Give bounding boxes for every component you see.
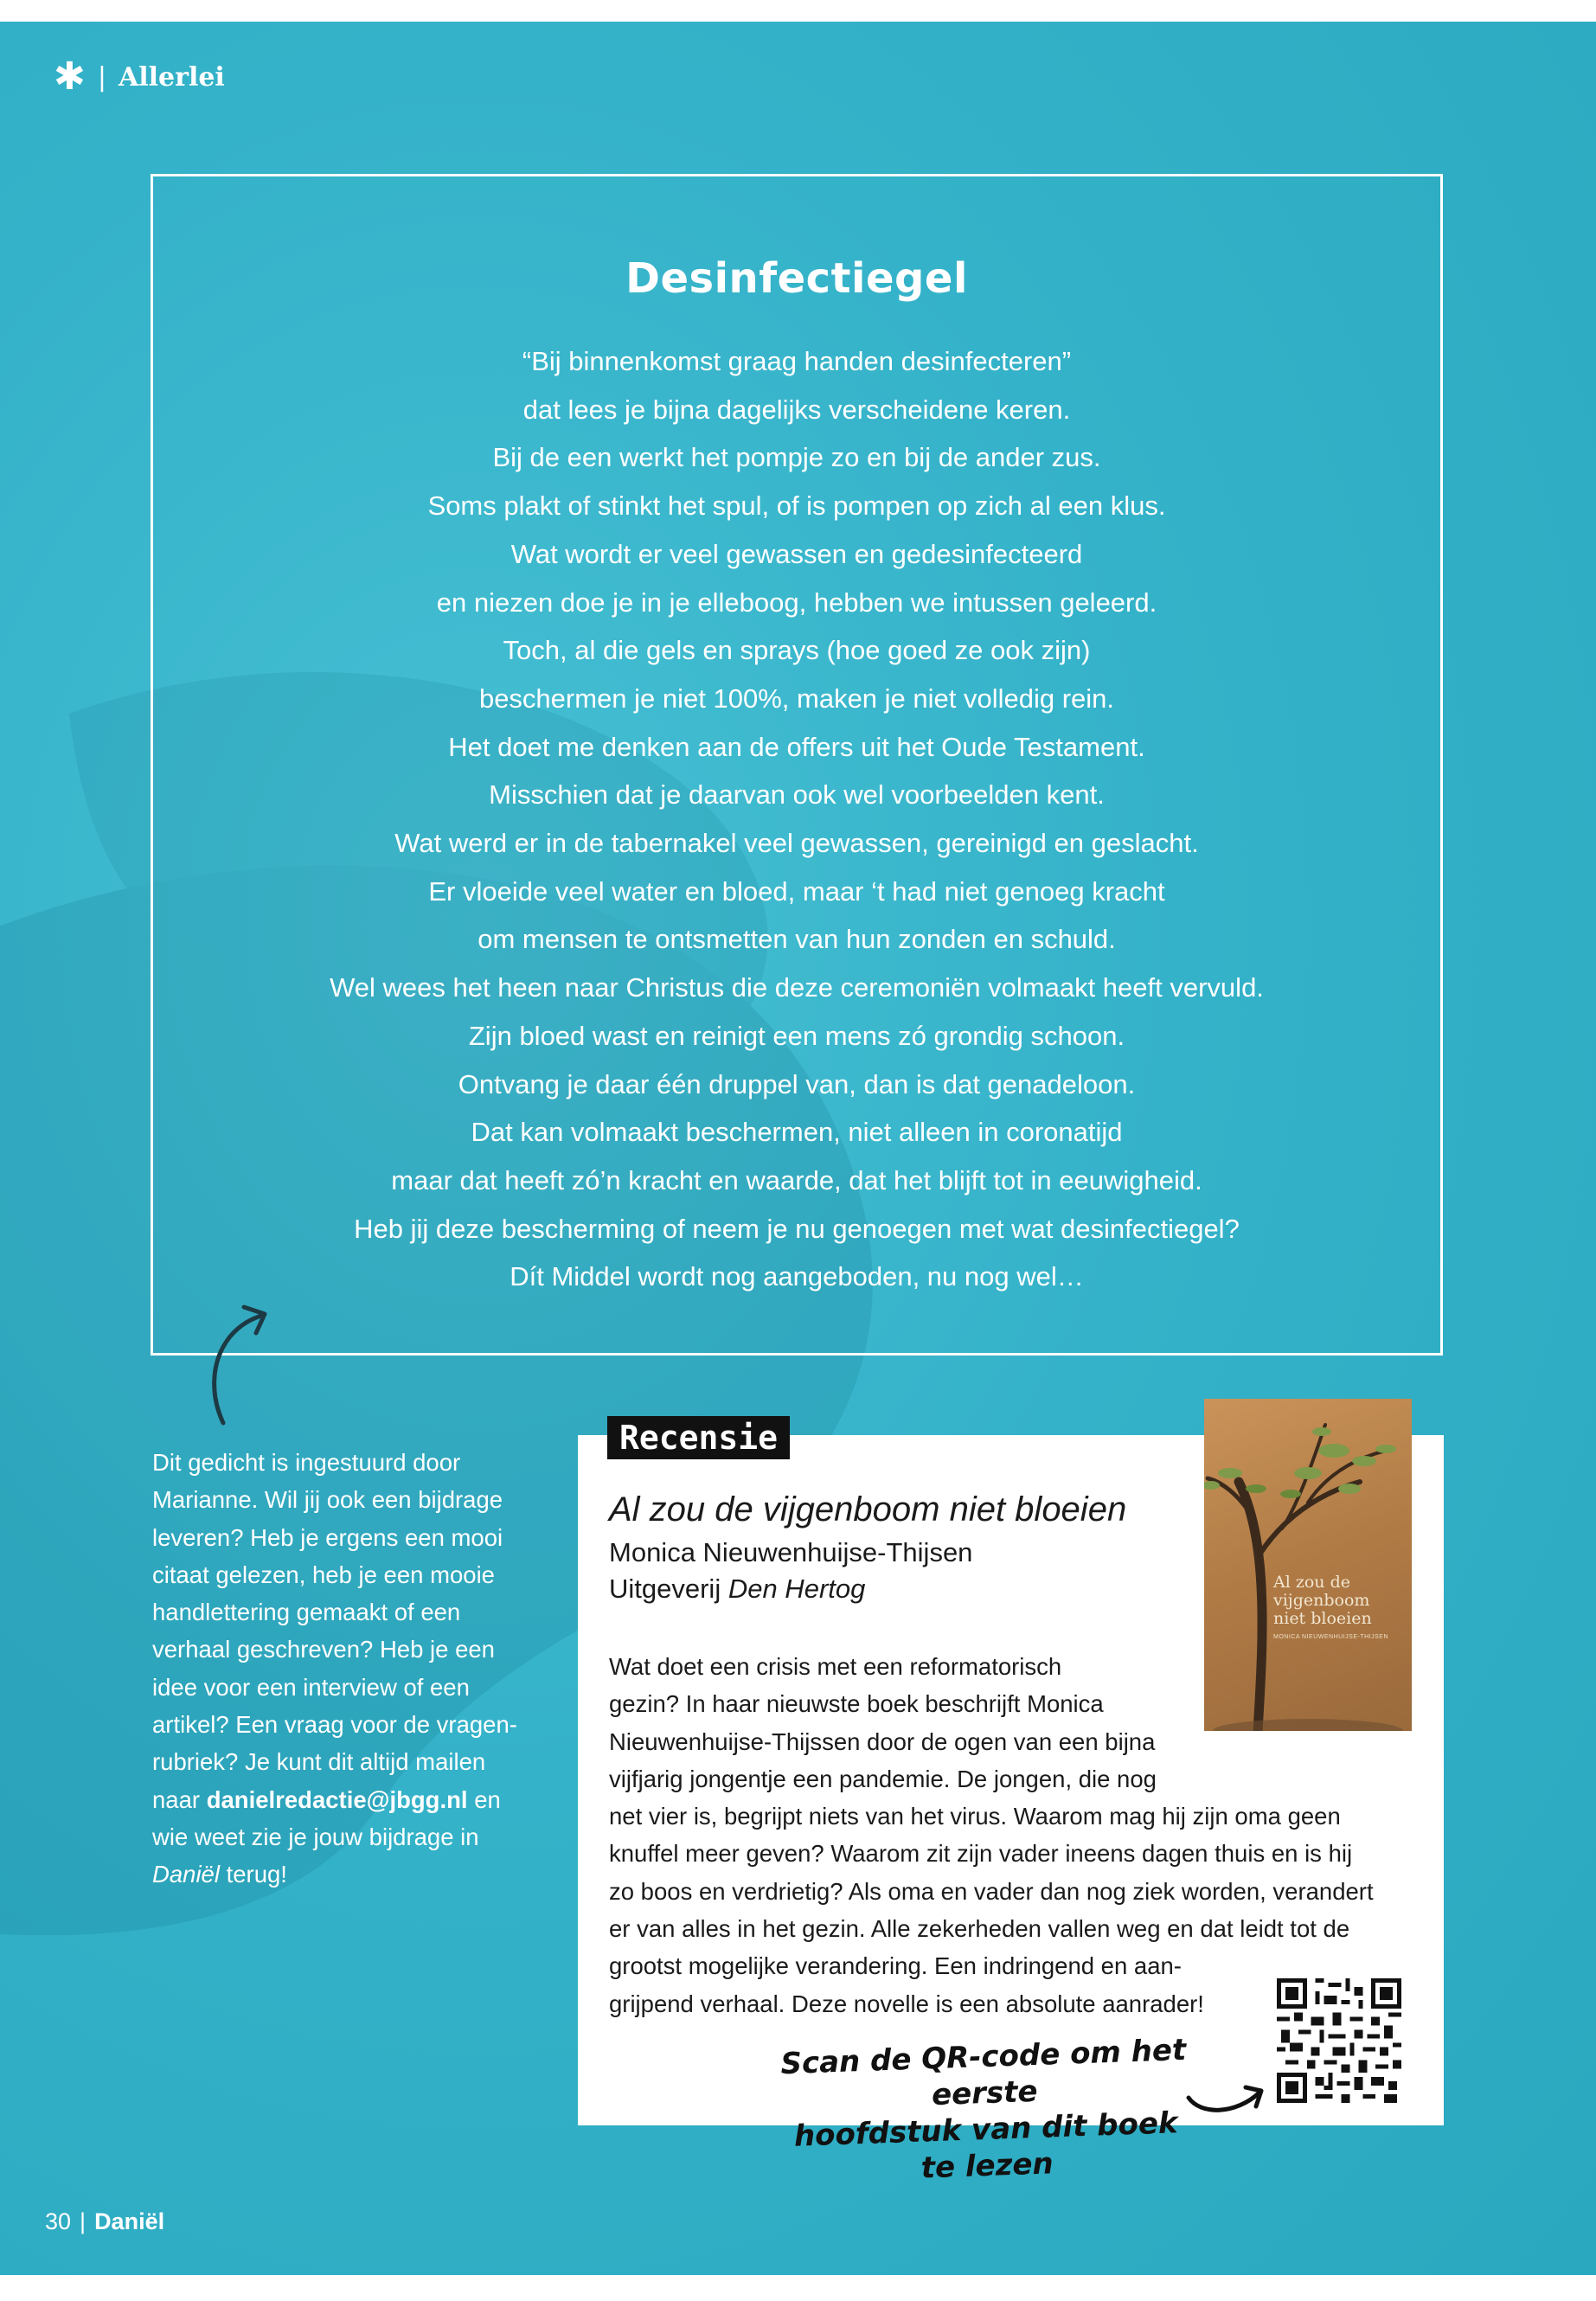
note-line-last (152, 1856, 533, 1893)
header-separator: | (97, 61, 106, 93)
section-label: Allerlei (118, 61, 225, 93)
cover-author: MONICA NIEUWENHUIJSE-THIJSEN (1273, 1634, 1389, 1640)
qr-caption-line: hoofdstuk van dit boek te lezen (793, 2106, 1179, 2186)
book-title: Al zou de vijgenboom niet bloeien (609, 1490, 1127, 1529)
poem-frame (151, 174, 1443, 1356)
review-line: grijpend verhaal. Deze novelle is een absolute aanrader! (609, 1990, 1204, 2017)
page-footer (45, 2208, 164, 2235)
note-line: Marianne. Wil jij ook een bijdrage (152, 1486, 503, 1514)
note-line: wie weet zie je jouw bijdrage in (152, 1823, 479, 1850)
asterisk-icon: ✱ (54, 54, 86, 99)
review-line: grootst mogelijke verandering. Een indringend en aan- (609, 1952, 1182, 1980)
poem-line: Ontvang je daar één druppel van, dan is dat genadeloon. (458, 1068, 1136, 1099)
publication-name: Daniël (94, 2208, 165, 2234)
poem-line: “Bij binnenkomst graag handen desinfecteren” (522, 346, 1072, 376)
mail-prefix: naar (152, 1785, 207, 1813)
qr-caption-line: Scan de QR-code om het eerste (779, 2032, 1187, 2113)
poem-title: Desinfectiegel (625, 254, 968, 303)
poem-line: Heb jij deze bescherming of neem je nu genoegen met wat desinfectiegel? (354, 1213, 1240, 1244)
note-line: verhaal geschreven? Heb je een (152, 1636, 495, 1663)
review-line: Nieuwenhuijse-Thijssen door de ogen van een bijna (609, 1727, 1156, 1755)
poem-line: Er vloeide veel water en bloed, maar ‘t had niet genoeg kracht (428, 875, 1165, 907)
review-tag: Recensie (607, 1416, 790, 1459)
book-author: Monica Nieuwenhuijse-Thijsen (609, 1537, 973, 1567)
note-line: rubriek? Je kunt dit altijd mailen (152, 1748, 486, 1776)
poem-line: Wat wordt er veel gewassen en gedesinfecteerd (510, 538, 1083, 569)
poem-line: Dít Middel wordt nog aangeboden, nu nog wel… (510, 1261, 1084, 1292)
publisher-prefix: Uitgeverij (609, 1574, 728, 1604)
book-publisher (609, 1574, 865, 1605)
review-line: gezin? In haar nieuwste boek beschrijft Monica (609, 1690, 1104, 1718)
poem-line: Wel wees het heen naar Christus die deze ceremoniën volmaakt heeft vervuld. (330, 972, 1264, 1003)
email-link[interactable]: danielredactie@jbgg.nl (206, 1785, 468, 1813)
review-box (578, 1419, 1444, 2186)
page-number: 30 (45, 2208, 72, 2234)
poem-line: Toch, al die gels en sprays (hoe goed ze ook zijn) (503, 635, 1091, 666)
magazine-page (0, 22, 1596, 2275)
review-line: Wat doet een crisis met een reformatorisch (609, 1653, 1062, 1680)
review-body (609, 1648, 1413, 2022)
poem-line: Misschien dat je daarvan ook wel voorbeelden kent. (489, 779, 1105, 811)
poem-line: dat lees je bijna dagelijks verscheidene keren. (522, 394, 1071, 425)
qr-caption (779, 2032, 1191, 2191)
note-line-email (152, 1781, 533, 1818)
note-line: handlettering gemaakt of een (152, 1599, 461, 1626)
review-line: zo boos en verdrietig? Als oma en vader dan nog ziek worden, verandert (609, 1877, 1374, 1905)
poem-body (153, 337, 1440, 1301)
poem-line: Dat kan volmaakt beschermen, niet alleen in coronatijd (471, 1117, 1123, 1148)
review-line: net vier is, begrijpt niets van het virus. Waarom mag hij zijn oma geen (609, 1803, 1341, 1830)
section-header (54, 54, 225, 99)
note-line: idee voor een interview of een (152, 1673, 470, 1701)
poem-line: en niezen doe je in je elleboog, hebben we intussen geleerd. (436, 586, 1157, 618)
poem-line: Wat werd er in de tabernakel veel gewassen, gereinigd en geslacht. (394, 828, 1199, 859)
curved-arrow-icon (204, 1293, 282, 1432)
review-line: vijfjarig jongentje een pandemie. De jongen, die nog (609, 1765, 1157, 1792)
review-line: knuffel meer geven? Waarom zit zijn vader ineens dagen thuis en is hij (609, 1840, 1353, 1868)
poem-line: Soms plakt of stinkt het spul, of is pompen op zich al een klus. (427, 490, 1166, 522)
poem-line: beschermen je niet 100%, maken je niet volledig rein. (478, 683, 1115, 714)
cover-title: Al zou de vijgenboom niet bloeien (1273, 1573, 1372, 1628)
note-line: artikel? Een vraag voor de vragen- (152, 1711, 517, 1739)
note-line: Dit gedicht is ingestuurd door (152, 1449, 461, 1476)
footer-separator: | (80, 2208, 87, 2234)
last-suffix: terug! (219, 1861, 287, 1888)
note-line: citaat gelezen, heb je een mooie (152, 1561, 495, 1588)
magazine-name: Daniël (152, 1861, 220, 1888)
poem-line: Het doet me denken aan de offers uit het Oude Testament. (448, 731, 1145, 762)
review-line: er van alles in het gezin. Alle zekerheden vallen weg en dat leidt tot de (609, 1915, 1350, 1943)
arrow-to-qr-icon (1183, 2077, 1270, 2120)
poem-line: Zijn bloed wast en reinigt een mens zó grondig schoon. (468, 1020, 1125, 1051)
publisher-name: Den Hertog (727, 1574, 866, 1604)
poem-line: maar dat heeft zó’n kracht en waarde, dat het blijft tot in eeuwigheid. (391, 1164, 1202, 1195)
submission-note (152, 1444, 533, 1894)
mail-suffix: en (467, 1785, 501, 1813)
poem-line: Bij de een werkt het pompje zo en bij de ander zus. (492, 442, 1101, 473)
note-line: leveren? Heb je ergens een mooi (152, 1523, 503, 1551)
qr-code-image[interactable] (1277, 1978, 1401, 2103)
poem-line: om mensen te ontsmetten van hun zonden en schuld. (478, 924, 1116, 955)
